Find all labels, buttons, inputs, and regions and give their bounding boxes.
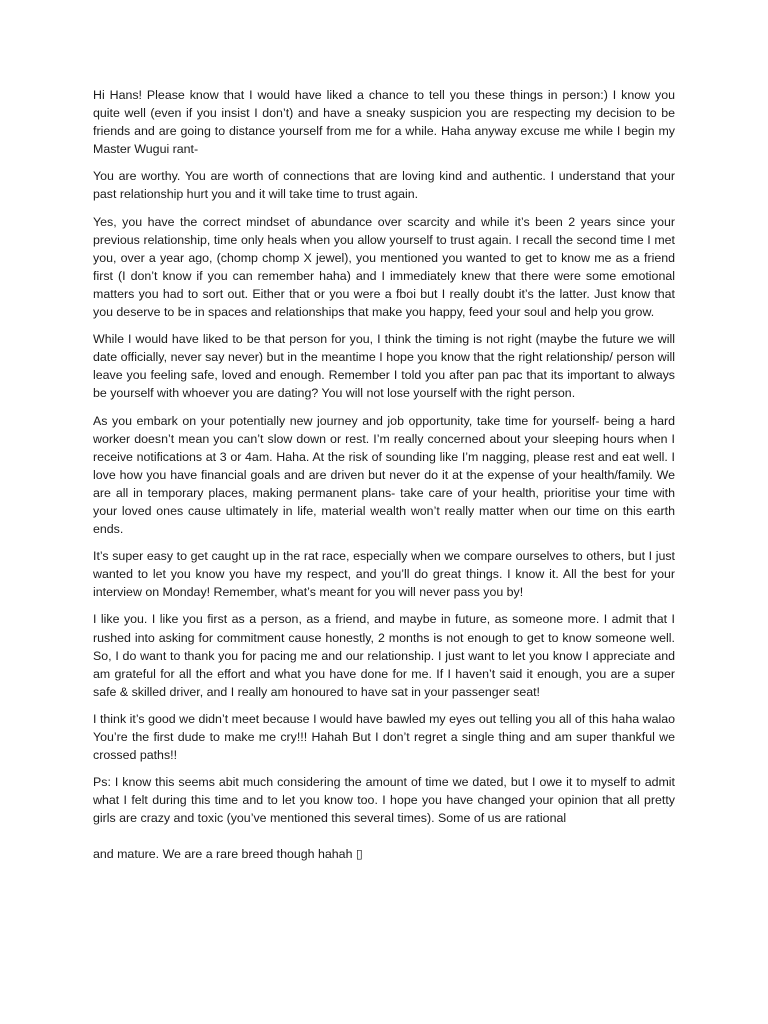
letter-paragraph-worthy: You are worthy. You are worth of connections that are loving kind and authentic. I understand that your past relationship hurt you and it will take time to trust again.: [93, 169, 675, 202]
letter-body: [93, 86, 675, 873]
letter-paragraph-mindset: Yes, you have the correct mindset of abundance over scarcity and while it’s been 2 years since your previous relationship, time only heals when you allow yourself to trust again. I recall the second time I met you, over a year ago, (chomp chomp X jewel), you mentioned you wanted to get to know me as a friend first (I don’t know if you can remember haha) and I immediately knew that there were some emotional matters you had to sort out. Either that or you were a fboi but I really doubt it’s the latter. Just know that you deserve to be in spaces and relationships that make you happy, feed your soul and help you grow.: [93, 214, 675, 320]
letter-paragraph-rat-race: It’s super easy to get caught up in the rat race, especially when we compare ourselves to others, but I just wanted to let you know you have my respect, and you’ll do great things. I know it. All the best for your interview on Monday! Remember, what’s meant for you will never pass you by!: [93, 549, 675, 600]
letter-paragraph-i-like-you: I like you. I like you first as a person, as a friend, and maybe in future, as someone more. I admit that I rushed into asking for commitment cause honestly, 2 months is not enough to get to know someone well. So, I do want to thank you for pacing me and our relationship. I just want to let you know I appreciate and am grateful for all the effort and what you have done for me. If I haven’t said it enough, you are a super safe & skilled driver, and I really am honoured to have sat in your passenger seat!: [93, 612, 675, 699]
letter-paragraph-greeting: Hi Hans! Please know that I would have liked a chance to tell you these things in person:) I know you quite well (even if you insist I don’t) and have a sneaky suspicion you are respecting my decision to be friends and are going to distance yourself from me for a while. Haha anyway excuse me while I begin my Master Wugui rant-: [93, 88, 675, 157]
letter-paragraph-meeting: I think it’s good we didn’t meet because I would have bawled my eyes out telling you all of this haha walao You’re the first dude to make me cry!!! Hahah But I don’t regret a single thing and am super thankful we crossed paths!!: [93, 711, 675, 763]
letter-paragraph-journey: As you embark on your potentially new journey and job opportunity, take time for yourself- being a hard worker doesn’t mean you can’t slow down or rest. I’m really concerned about your sleeping hours when I receive notifications at 3 or 4am. Haha. At the risk of sounding like I’m nagging, please rest and eat well. I love how you have financial goals and are driven but never do it at the expense of your health/family. We are all in temporary places, making permanent plans- take care of your health, prioritise your time with your loved ones cause ultimately in life, material wealth won’t really matter when our time on this earth ends.: [93, 413, 675, 537]
letter-paragraph-postscript: Ps: I know this seems abit much considering the amount of time we dated, but I owe it to myself to admit what I felt during this time and to let you know too. I hope you have changed your opinion that all pretty girls are crazy and toxic (you’ve mentioned this several times). Some of us are rational: [93, 775, 675, 826]
letter-paragraph-timing: While I would have liked to be that person for you, I think the timing is not right (maybe the future we will date officially, never say never) but in the meantime I hope you know that the right relationship/ person will leave you feeling safe, loved and enough. Remember I told you after pan pac that its important to always be yourself with whoever you are dating? You will not lose yourself with the right person.: [93, 332, 675, 401]
letter-paragraph-closing: and mature. We are a rare breed though hahah ▯: [93, 847, 363, 862]
